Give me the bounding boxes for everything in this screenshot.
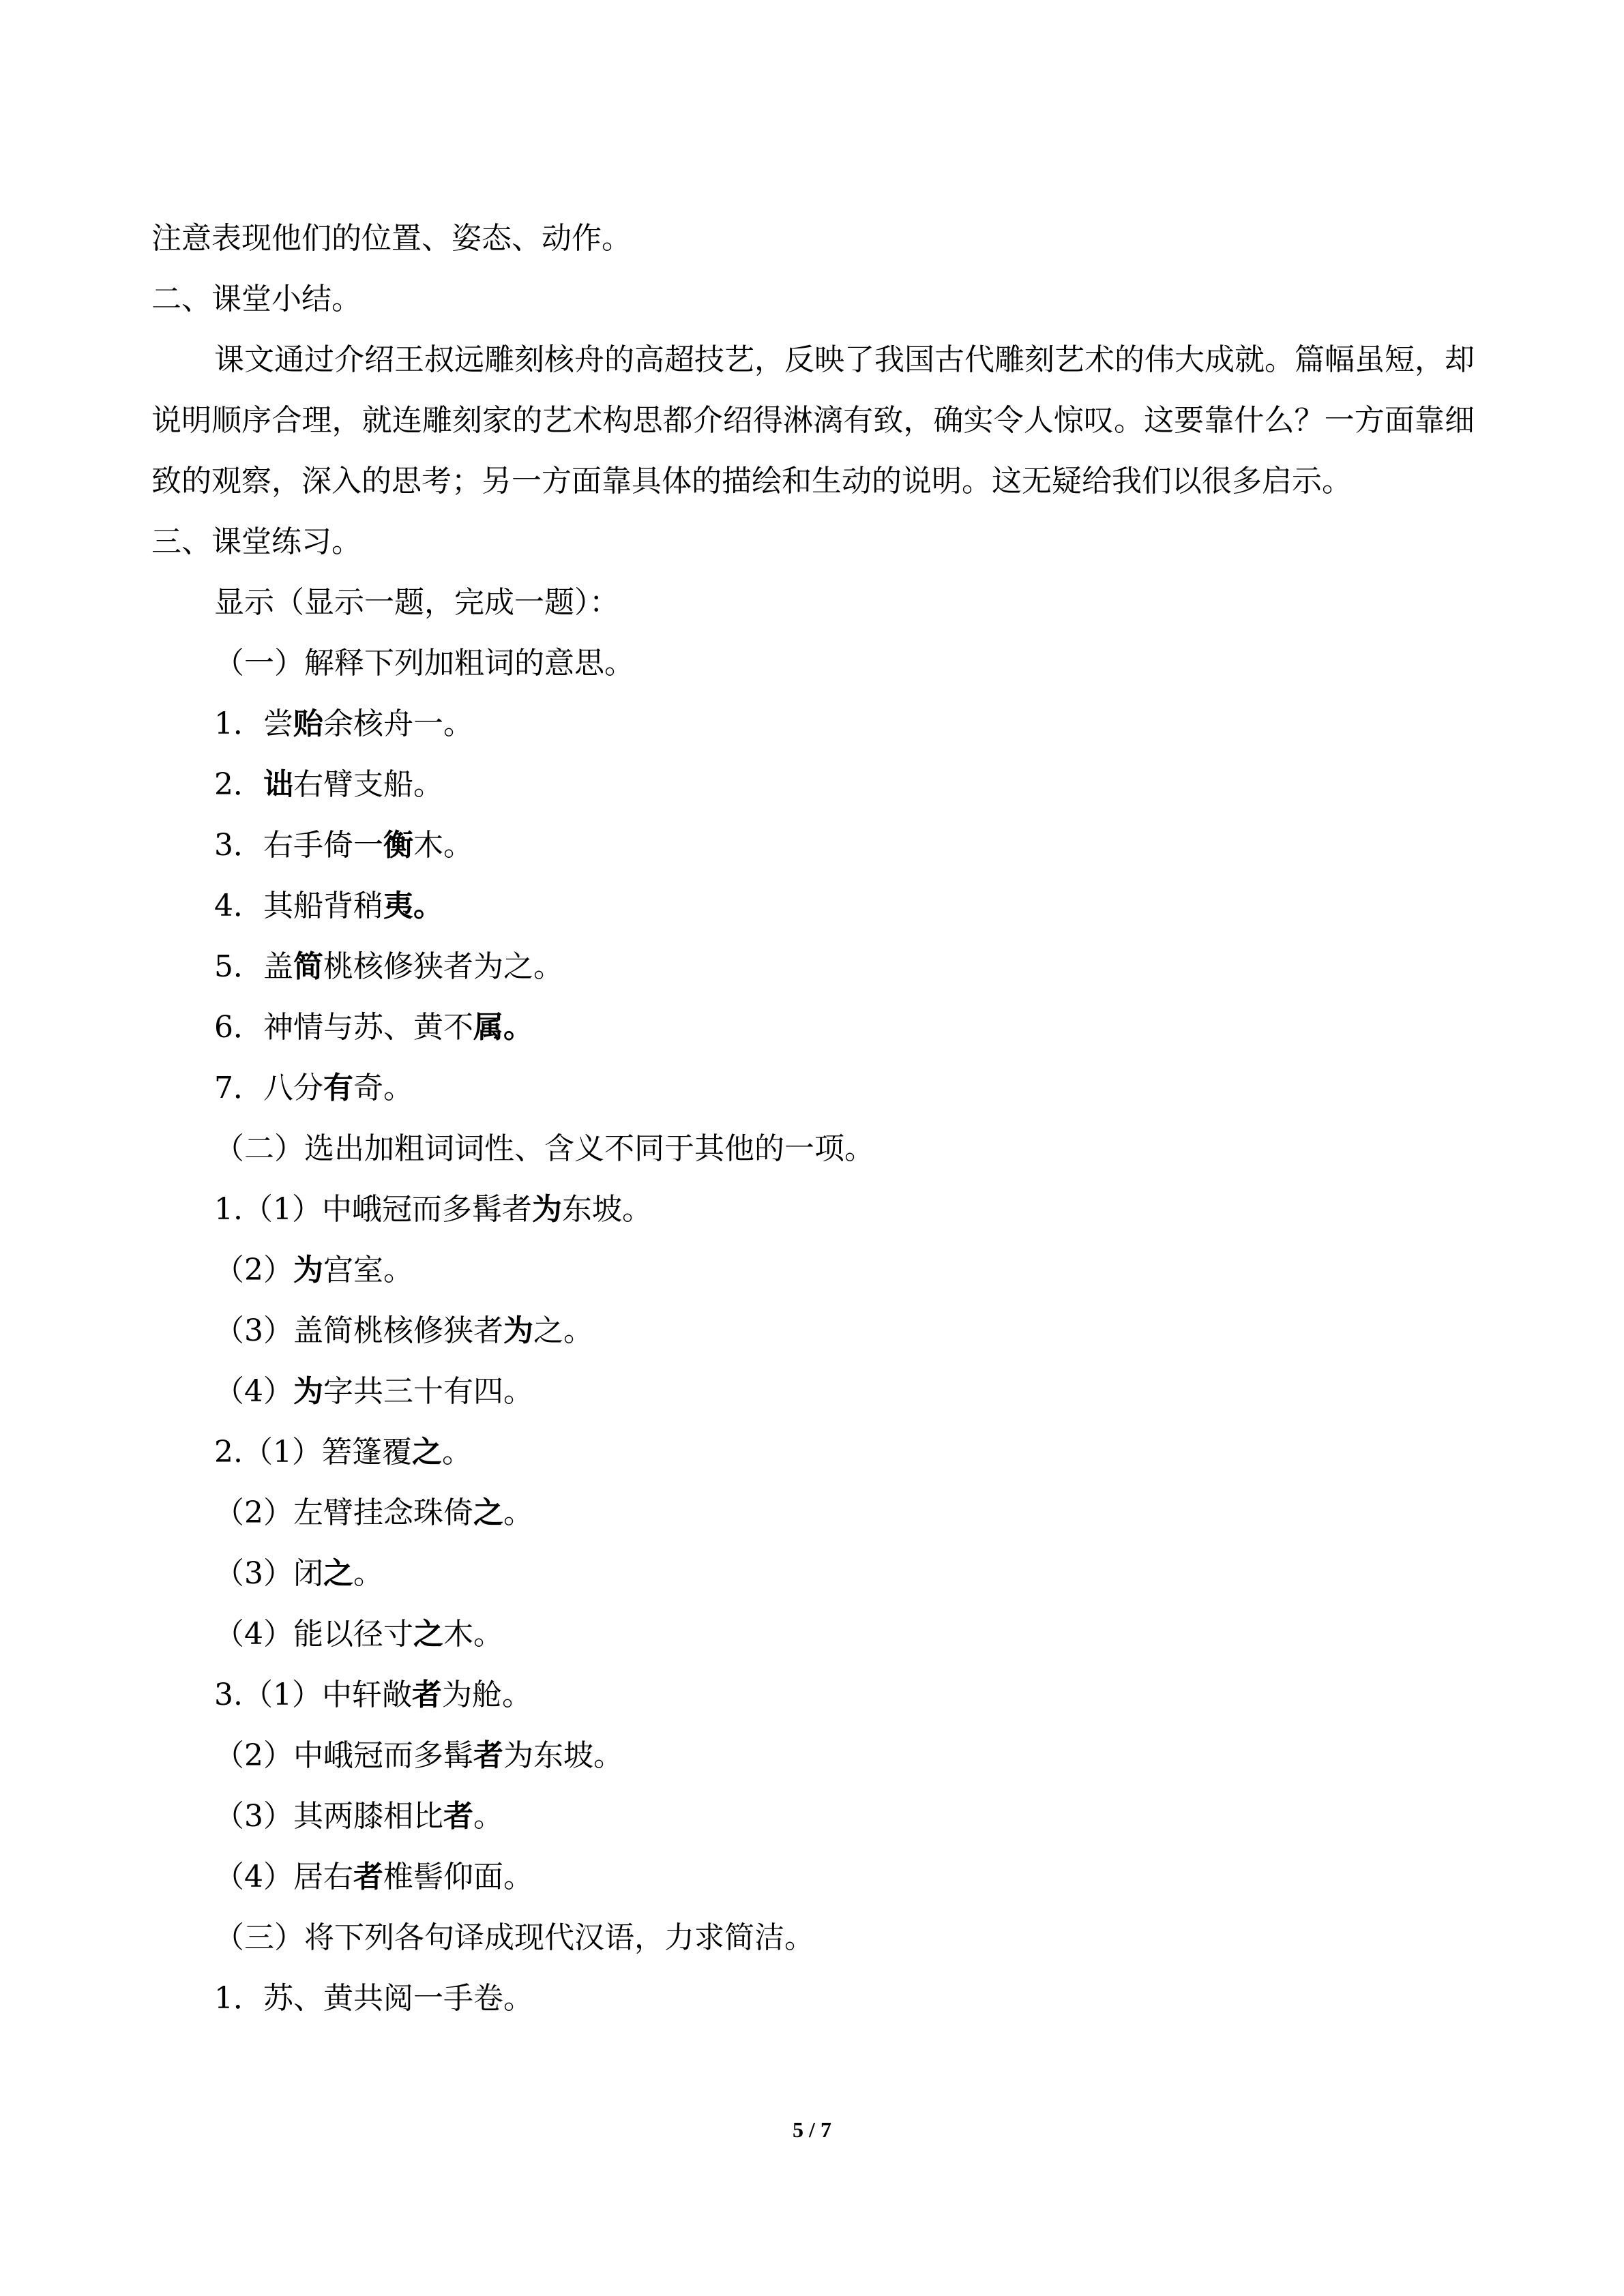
exercise-1-item (151, 694, 1475, 754)
section-heading-exercises: 三、课堂练习。 (151, 524, 361, 559)
exercise-2-list (151, 1179, 1475, 1907)
exercise-2-item (151, 1725, 1475, 1786)
item-text: （2）中峨冠而多髯 (214, 1738, 473, 1773)
item-text: 桃核修狭者为之。 (323, 949, 563, 984)
exercise-1-item (151, 1058, 1475, 1118)
bolded-word: 衡 (383, 828, 413, 863)
exercise-2-item (151, 1543, 1475, 1604)
summary-paragraph: 课文通过介绍王叔远雕刻核舟的高超技艺，反映了我国古代雕刻艺术的伟大成就。篇幅虽短，却说明顺序合理，就连雕刻家的艺术构思都介绍得淋漓有致，确实令人惊叹。这要靠什么？一方面靠细致的观察，深入的思考；另一方面靠具体的描绘和生动的说明。这无疑给我们以很多启示。 (151, 342, 1475, 498)
exercise-3-title: （三）将下列各句译成现代汉语，力求简洁。 (214, 1920, 814, 1955)
item-text: 3．右手倚一 (214, 828, 383, 863)
exercise-1-item (151, 815, 1475, 876)
exercise-2-item (151, 1665, 1475, 1725)
exercise-2-title: （二）选出加粗词词性、含义不同于其他的一项。 (214, 1131, 874, 1166)
exercise-1-item (151, 876, 1475, 936)
item-text: 之。 (533, 1313, 593, 1348)
bolded-word: 之 (473, 1495, 503, 1530)
exercise-2-item (151, 1847, 1475, 1907)
exercise-2-item (151, 1361, 1475, 1422)
exercise-1-title: （一）解释下列加粗词的意思。 (214, 646, 634, 681)
item-text: （3）其两膝相比 (214, 1799, 443, 1834)
bolded-word: 简 (293, 949, 323, 984)
item-text: 2.（1）箬篷覆 (214, 1435, 412, 1470)
exercise-1-item (151, 754, 1475, 815)
bolded-word: 者 (353, 1860, 383, 1894)
item-text: 。 (503, 1495, 533, 1530)
item-text: 为舱。 (441, 1678, 532, 1712)
item-text: 木。 (413, 828, 473, 863)
item-text: 1.（1）中峨冠而多髯者 (214, 1192, 532, 1227)
item-text: 。 (473, 1799, 503, 1834)
exercise-1-item (151, 936, 1475, 997)
bolded-word: 属。 (473, 1010, 533, 1045)
item-text: （4）能以径寸 (214, 1617, 413, 1652)
exercise-1-list (151, 694, 1475, 1118)
item-text: 字共三十有四。 (323, 1374, 533, 1409)
item-text: 余核舟一。 (323, 706, 473, 741)
exercise-2-item (151, 1300, 1475, 1361)
item-text: 椎髻仰面。 (383, 1860, 533, 1894)
item-text: 4．其船背稍 (214, 889, 383, 923)
item-text: 。 (441, 1435, 472, 1470)
item-text: 7．八分 (214, 1071, 323, 1105)
bolded-word: 者 (443, 1799, 473, 1834)
bolded-word: 诎 (263, 767, 293, 802)
item-text: （3）盖简桃核修狭者 (214, 1313, 503, 1348)
item-text: 3.（1）中轩敞 (214, 1678, 412, 1712)
bolded-word: 者 (473, 1738, 503, 1773)
bolded-word: 之 (411, 1435, 442, 1470)
item-text: （2） (214, 1253, 293, 1287)
exercise-2-item (151, 1482, 1475, 1543)
exercise-2-item (151, 1786, 1475, 1847)
display-note: 显示（显示一题，完成一题）： (214, 585, 619, 620)
continuation-line: 注意表现他们的位置、姿态、动作。 (151, 221, 632, 256)
bolded-word: 为 (293, 1374, 323, 1409)
item-text: 为东坡。 (503, 1738, 623, 1773)
item-text: （3）闭 (214, 1556, 323, 1591)
item-text: 东坡。 (561, 1192, 652, 1227)
bolded-word: 有 (323, 1071, 353, 1105)
item-text: 木。 (443, 1617, 503, 1652)
section-heading-summary: 二、课堂小结。 (151, 282, 361, 316)
item-text: 宫室。 (323, 1253, 413, 1287)
bolded-word: 为 (293, 1253, 323, 1287)
bolded-word: 贻 (293, 706, 323, 741)
item-text: 5．盖 (214, 949, 293, 984)
exercise-1-item (151, 997, 1475, 1058)
exercise-2-item (151, 1604, 1475, 1665)
item-text: 2． (214, 767, 263, 802)
item-text: 奇。 (353, 1071, 413, 1105)
page-number: 5 / 7 (793, 2117, 831, 2142)
bolded-word: 夷。 (383, 889, 443, 923)
exercise-2-item (151, 1422, 1475, 1482)
bolded-word: 者 (411, 1678, 442, 1712)
bolded-word: 为 (503, 1313, 533, 1348)
item-text: 右臂支船。 (293, 767, 443, 802)
bolded-word: 之 (413, 1617, 443, 1652)
exercise-3-item: 1．苏、黄共阅一手卷。 (214, 1981, 533, 2016)
item-text: （4） (214, 1374, 293, 1409)
item-text: 。 (353, 1556, 383, 1591)
item-text: （2）左臂挂念珠倚 (214, 1495, 473, 1530)
item-text: 1．尝 (214, 706, 293, 741)
item-text: 6．神情与苏、黄不 (214, 1010, 473, 1045)
exercise-2-item (151, 1179, 1475, 1240)
exercise-2-item (151, 1240, 1475, 1300)
item-text: （4）居右 (214, 1860, 353, 1894)
bolded-word: 之 (323, 1556, 353, 1591)
document-body (151, 208, 1475, 2029)
bolded-word: 为 (531, 1192, 562, 1227)
